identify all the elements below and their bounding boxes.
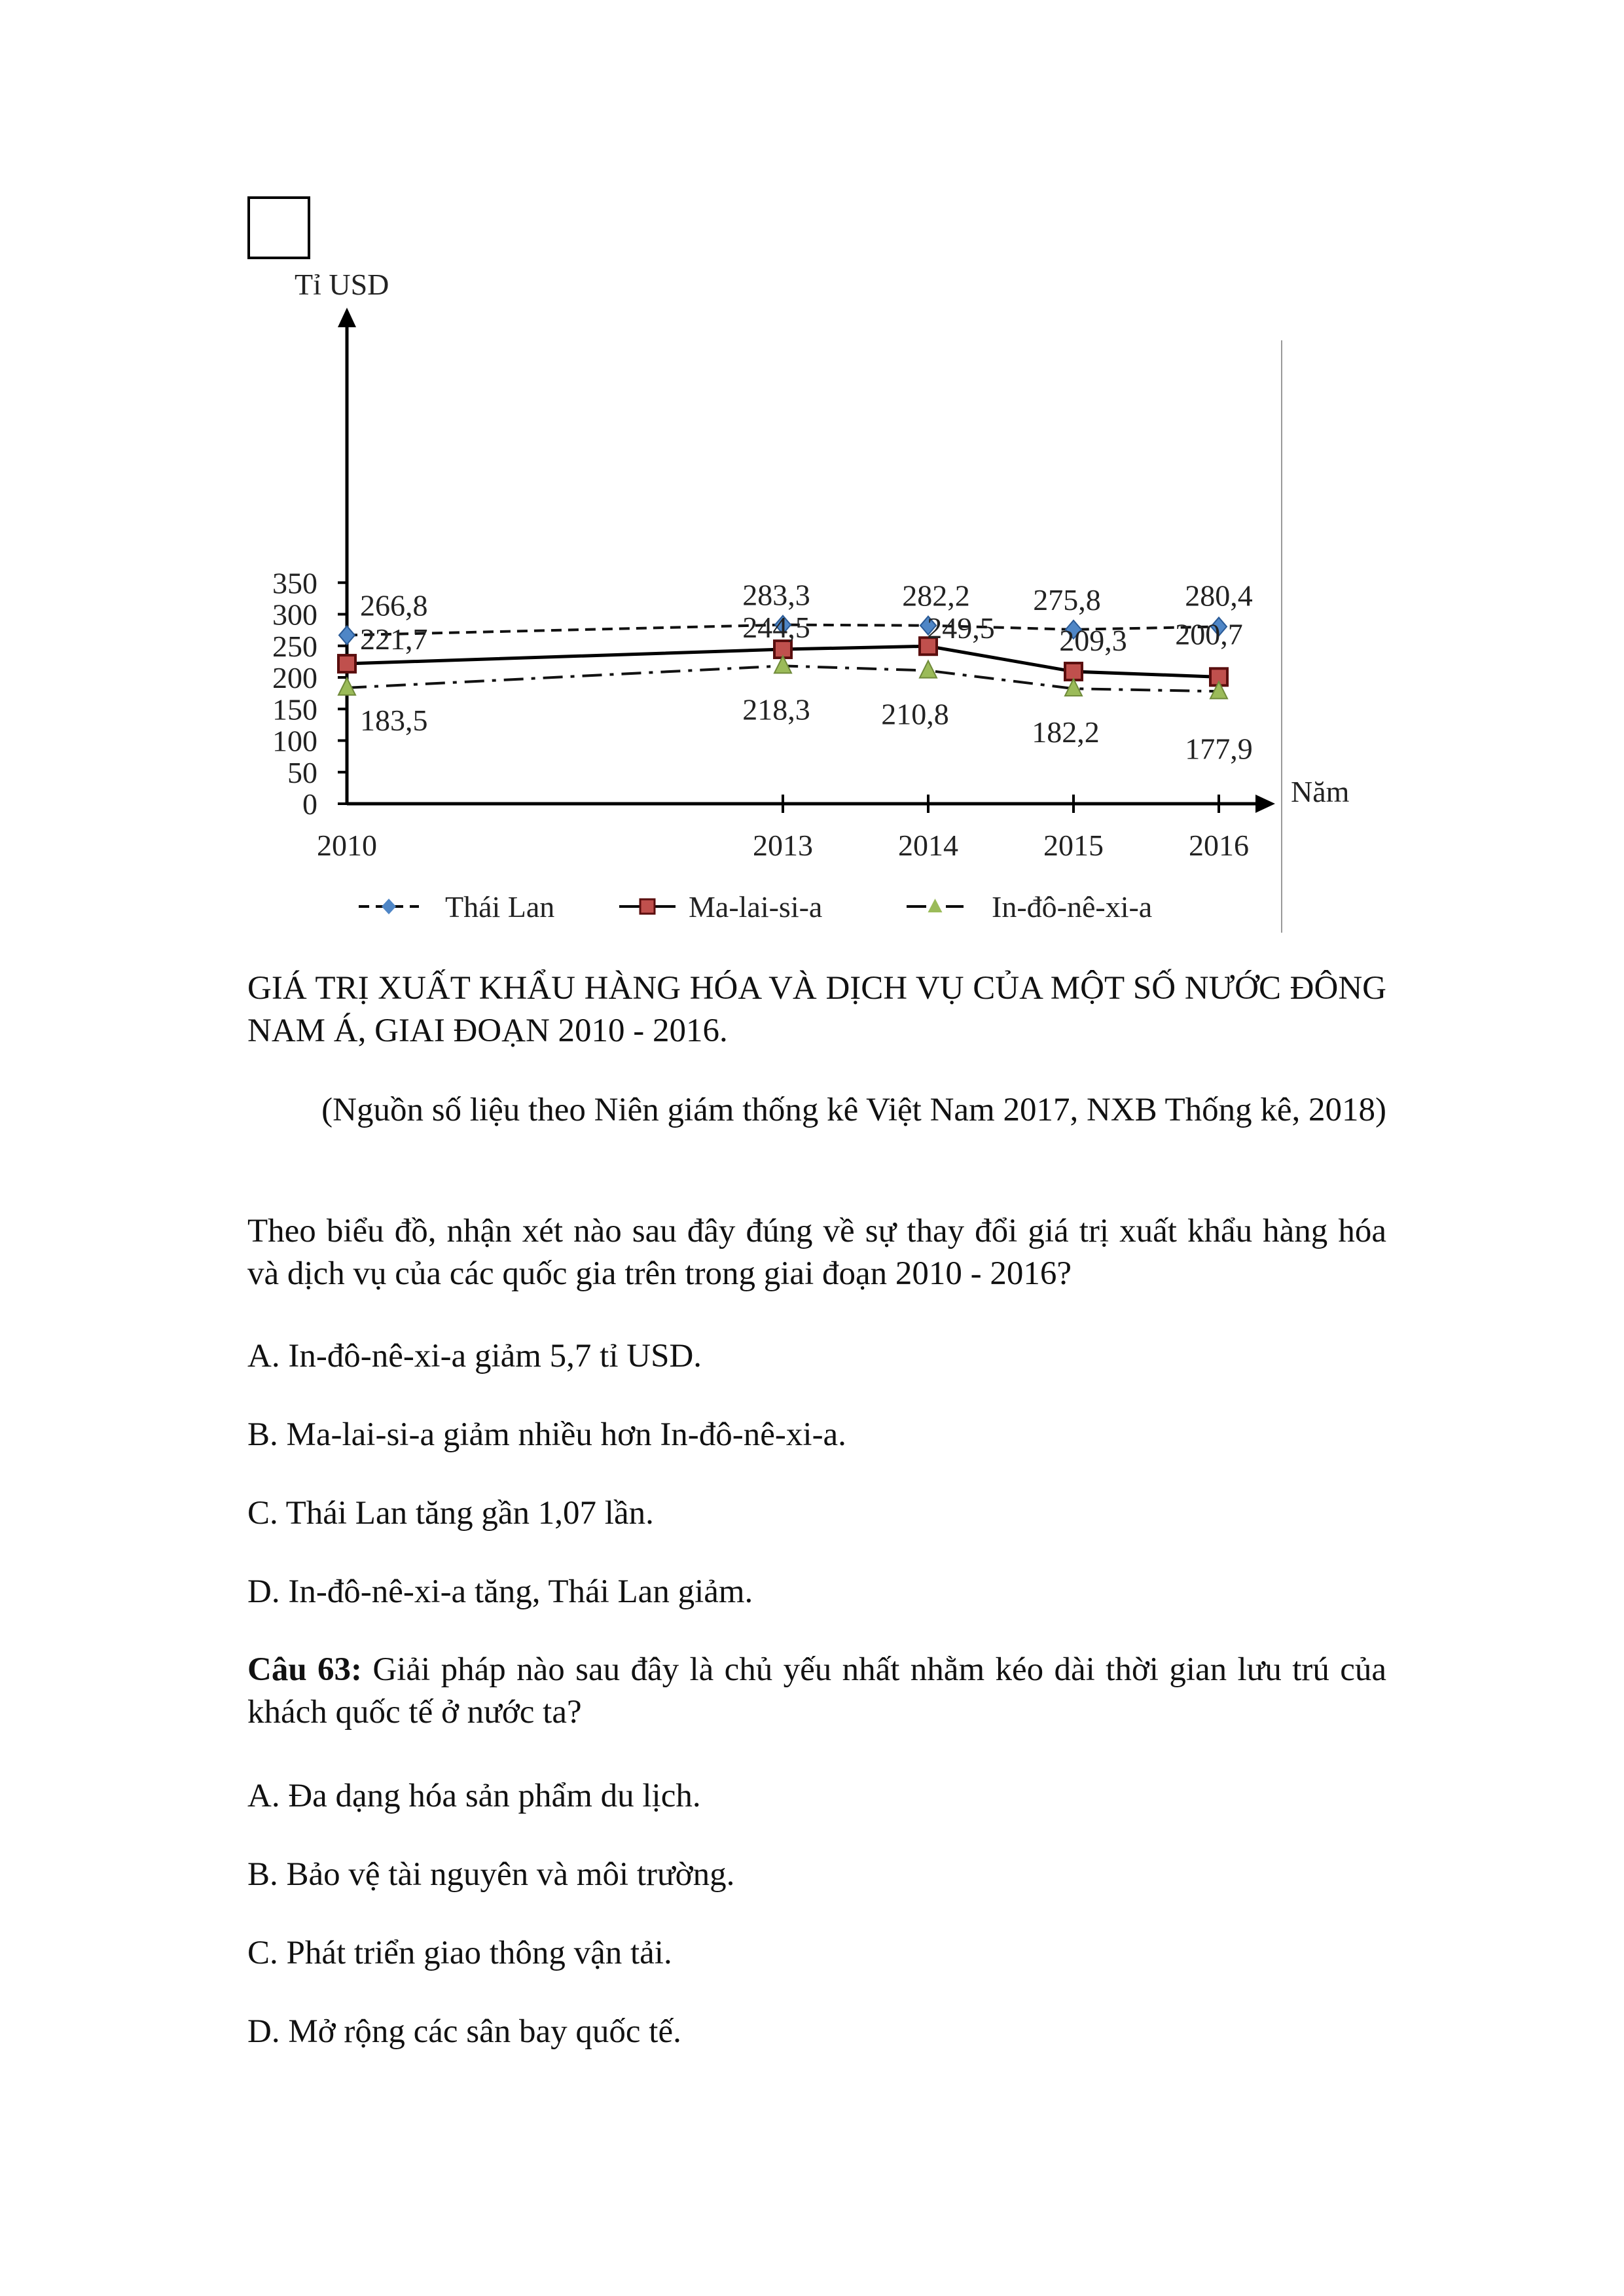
question-63-label: Câu 63: bbox=[247, 1651, 363, 1688]
legend-label: Thái Lan bbox=[445, 890, 555, 924]
data-label: 244,5 bbox=[742, 611, 810, 645]
q1-option-a[interactable]: A. In-đô-nê-xi-a giảm 5,7 tỉ USD. bbox=[247, 1338, 702, 1374]
question-63 bbox=[247, 1649, 1386, 1734]
y-tick-label: 200 bbox=[272, 661, 317, 694]
y-tick-label: 0 bbox=[302, 787, 317, 821]
line-chart bbox=[0, 0, 1624, 956]
thai-lan-point bbox=[339, 626, 355, 645]
data-label: 282,2 bbox=[902, 579, 970, 613]
x-tick-label: 2013 bbox=[753, 829, 813, 862]
q1-option-c[interactable]: C. Thái Lan tăng gần 1,07 lần. bbox=[247, 1495, 654, 1532]
q63-option-d[interactable]: D. Mở rộng các sân bay quốc tế. bbox=[247, 2013, 681, 2050]
x-tick-label: 2015 bbox=[1043, 829, 1104, 862]
q1-option-b[interactable]: B. Ma-lai-si-a giảm nhiều hơn In-đô-nê-xi-a. bbox=[247, 1416, 846, 1453]
chart-caption: GIÁ TRỊ XUẤT KHẨU HÀNG HÓA VÀ DỊCH VỤ CỦA MỘT SỐ NƯỚC ĐÔNG NAM Á, GIAI ĐOẠN 2010 - 2016. bbox=[247, 970, 1386, 1049]
x-axis-label: Năm bbox=[1291, 775, 1350, 808]
question-63-text: Giải pháp nào sau đây là chủ yếu nhất nhằm kéo dài thời gian lưu trú của khách quốc tế ở nước ta? bbox=[247, 1651, 1386, 1731]
y-tick-label: 50 bbox=[287, 755, 317, 789]
x-axis bbox=[347, 795, 1275, 813]
y-axis bbox=[338, 308, 356, 804]
question-1-text: Theo biểu đồ, nhận xét nào sau đây đúng về sự thay đổi giá trị xuất khẩu hàng hóa và dịch vụ của các quốc gia trên trong giai đoạn 2010 - 2016? bbox=[247, 1213, 1386, 1292]
data-label: 209,3 bbox=[1059, 624, 1127, 658]
data-label: 177,9 bbox=[1185, 732, 1253, 766]
y-tick-label: 300 bbox=[272, 598, 317, 632]
q63-option-c[interactable]: C. Phát triển giao thông vận tải. bbox=[247, 1935, 672, 1971]
y-tick-label: 250 bbox=[272, 629, 317, 663]
data-label: 266,8 bbox=[360, 588, 428, 622]
data-label: 283,3 bbox=[742, 578, 810, 612]
data-label: 183,5 bbox=[360, 703, 428, 737]
legend-marker-triangle bbox=[928, 899, 943, 912]
y-tick-label: 150 bbox=[272, 692, 317, 726]
data-label: 218,3 bbox=[742, 692, 810, 726]
x-tick-label: 2014 bbox=[898, 829, 958, 862]
q1-option-d[interactable]: D. In-đô-nê-xi-a tăng, Thái Lan giảm. bbox=[247, 1573, 753, 1610]
data-label: 249,5 bbox=[927, 611, 995, 645]
x-tick-label: 2016 bbox=[1189, 829, 1249, 862]
y-tick-label: 100 bbox=[272, 724, 317, 758]
legend-marker-diamond bbox=[382, 899, 396, 914]
x-tick-label: 2010 bbox=[317, 829, 377, 862]
q63-option-b[interactable]: B. Bảo vệ tài nguyên và môi trường. bbox=[247, 1856, 735, 1893]
q63-option-a[interactable]: A. Đa dạng hóa sản phẩm du lịch. bbox=[247, 1778, 701, 1814]
y-tick-label: 350 bbox=[272, 566, 317, 600]
y-axis-label: Tỉ USD bbox=[295, 268, 389, 301]
data-label: 221,7 bbox=[360, 622, 428, 656]
data-label: 275,8 bbox=[1033, 583, 1101, 617]
data-label: 210,8 bbox=[881, 697, 949, 731]
data-label: 280,4 bbox=[1185, 579, 1253, 613]
data-label: 182,2 bbox=[1032, 715, 1100, 749]
legend-label: In-đô-nê-xi-a bbox=[992, 890, 1153, 924]
data-label: 200,7 bbox=[1175, 617, 1243, 651]
legend-label: Ma-lai-si-a bbox=[689, 890, 823, 924]
indonesia-point bbox=[920, 661, 937, 678]
legend bbox=[359, 890, 1152, 924]
legend-marker-square bbox=[640, 899, 655, 914]
malaysia-point bbox=[338, 655, 355, 672]
chart-source: (Nguồn số liệu theo Niên giám thống kê Việt Nam 2017, NXB Thống kê, 2018) bbox=[321, 1092, 1386, 1128]
